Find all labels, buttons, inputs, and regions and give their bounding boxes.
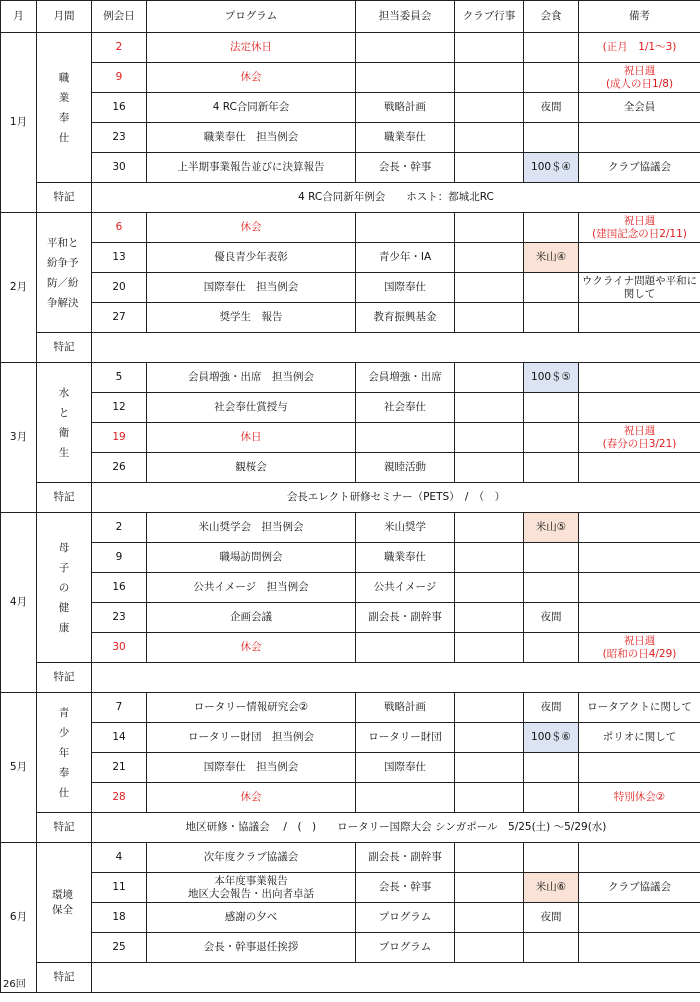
meal-cell — [524, 63, 579, 93]
event-cell — [455, 873, 524, 903]
day-cell: 26 — [92, 453, 147, 483]
program-cell: 本年度事業報告 地区大会報告・出向者卓話 — [147, 873, 356, 903]
note-cell — [579, 603, 700, 633]
program-cell: 国際奉仕 担当例会 — [147, 273, 356, 303]
tokki-row — [1, 963, 700, 993]
day-cell: 21 — [92, 753, 147, 783]
event-cell — [455, 393, 524, 423]
meal-cell: 米山⑤ — [524, 513, 579, 543]
note-cell — [579, 933, 700, 963]
event-cell — [455, 363, 524, 393]
day-cell: 9 — [92, 63, 147, 93]
event-cell — [455, 243, 524, 273]
event-cell — [455, 63, 524, 93]
day-cell: 6 — [92, 213, 147, 243]
theme-text: 青少年奉仕 — [58, 706, 70, 799]
note-cell — [579, 573, 700, 603]
meal-cell — [524, 753, 579, 783]
committee-cell: 米山奨学 — [356, 513, 455, 543]
event-cell — [455, 303, 524, 333]
committee-cell: 戦略計画 — [356, 693, 455, 723]
event-cell — [455, 933, 524, 963]
day-cell: 27 — [92, 303, 147, 333]
day-cell: 30 — [92, 633, 147, 663]
month-cell: 6月 26回 — [1, 843, 37, 993]
header-event: クラブ行事 — [455, 1, 524, 33]
header-note: 備考 — [579, 1, 700, 33]
meal-cell — [524, 33, 579, 63]
header-month: 月 — [1, 1, 37, 33]
meal-cell — [524, 933, 579, 963]
table-row — [1, 513, 700, 543]
table-row — [1, 363, 700, 393]
program-cell: 会員増強・出席 担当例会 — [147, 363, 356, 393]
table-row — [1, 693, 700, 723]
program-cell: 休日 — [147, 423, 356, 453]
note-cell: 祝日週 (建国記念の日2/11) — [579, 213, 700, 243]
meal-cell: 夜間 — [524, 603, 579, 633]
theme-text: 環境保全 — [52, 888, 73, 916]
note-cell: ウクライナ問題や平和に 関して — [579, 273, 700, 303]
day-cell: 16 — [92, 93, 147, 123]
meal-cell — [524, 393, 579, 423]
meal-cell — [524, 303, 579, 333]
table-row — [1, 303, 700, 333]
table-row — [1, 843, 700, 873]
day-cell: 2 — [92, 33, 147, 63]
program-cell: 感謝の夕べ — [147, 903, 356, 933]
day-cell: 11 — [92, 873, 147, 903]
program-cell: 休会 — [147, 63, 356, 93]
tokki-row — [1, 483, 700, 513]
note-cell — [579, 363, 700, 393]
table-row — [1, 153, 700, 183]
meal-cell — [524, 783, 579, 813]
program-cell: 観桜会 — [147, 453, 356, 483]
header-committee: 担当委員会 — [356, 1, 455, 33]
note-cell — [579, 513, 700, 543]
table-row — [1, 243, 700, 273]
tokki-label: 特記 — [37, 663, 92, 693]
footer-count: 26回 — [3, 979, 26, 990]
committee-cell: ロータリー財団 — [356, 723, 455, 753]
table-row — [1, 423, 700, 453]
event-cell — [455, 453, 524, 483]
program-cell: 休会 — [147, 783, 356, 813]
table-row — [1, 723, 700, 753]
event-cell — [455, 513, 524, 543]
event-cell — [455, 633, 524, 663]
event-cell — [455, 33, 524, 63]
committee-cell: 教育振興基金 — [356, 303, 455, 333]
committee-cell: プログラム — [356, 903, 455, 933]
day-cell: 28 — [92, 783, 147, 813]
tokki-text: 地区研修・協議会 / ( ) ロータリー国際大会 シンガポール 5/25(土) 〜5/29(水) — [92, 813, 700, 843]
committee-cell: 会長・幹事 — [356, 873, 455, 903]
tokki-label: 特記 — [37, 813, 92, 843]
meal-cell — [524, 633, 579, 663]
tokki-row — [1, 663, 700, 693]
day-cell: 14 — [92, 723, 147, 753]
day-cell: 19 — [92, 423, 147, 453]
day-cell: 9 — [92, 543, 147, 573]
program-cell: 休会 — [147, 213, 356, 243]
meal-cell: 米山④ — [524, 243, 579, 273]
program-cell: 休会 — [147, 633, 356, 663]
meal-cell: 100＄④ — [524, 153, 579, 183]
theme-cell — [37, 513, 92, 663]
program-cell: 社会奉仕賞授与 — [147, 393, 356, 423]
program-cell: 法定休日 — [147, 33, 356, 63]
table-row — [1, 633, 700, 663]
committee-cell — [356, 423, 455, 453]
meal-cell — [524, 543, 579, 573]
theme-text: 職業奉仕 — [58, 71, 70, 144]
event-cell — [455, 213, 524, 243]
tokki-row — [1, 813, 700, 843]
committee-cell: 公共イメージ — [356, 573, 455, 603]
table-row — [1, 603, 700, 633]
theme-cell — [37, 693, 92, 813]
program-cell: 奨学生 報告 — [147, 303, 356, 333]
day-cell: 18 — [92, 903, 147, 933]
meal-cell: 米山⑥ — [524, 873, 579, 903]
theme-cell — [37, 33, 92, 183]
theme-cell — [37, 363, 92, 483]
table-row — [1, 273, 700, 303]
day-cell: 23 — [92, 123, 147, 153]
day-cell: 13 — [92, 243, 147, 273]
event-cell — [455, 153, 524, 183]
event-cell — [455, 753, 524, 783]
note-cell — [579, 303, 700, 333]
note-cell — [579, 123, 700, 153]
table-row — [1, 213, 700, 243]
event-cell — [455, 543, 524, 573]
note-cell — [579, 753, 700, 783]
note-cell: ロータアクトに関して — [579, 693, 700, 723]
tokki-label: 特記 — [37, 963, 92, 993]
committee-cell: 青少年・IA — [356, 243, 455, 273]
event-cell — [455, 693, 524, 723]
committee-cell: 会長・幹事 — [356, 153, 455, 183]
theme-cell — [37, 213, 92, 333]
committee-cell — [356, 213, 455, 243]
committee-cell — [356, 783, 455, 813]
event-cell — [455, 603, 524, 633]
committee-cell: プログラム — [356, 933, 455, 963]
header-day: 例会日 — [92, 1, 147, 33]
table-row — [1, 93, 700, 123]
note-cell — [579, 843, 700, 873]
committee-cell: 国際奉仕 — [356, 273, 455, 303]
day-cell: 2 — [92, 513, 147, 543]
meal-cell — [524, 453, 579, 483]
theme-text: 水と衛生 — [58, 386, 70, 459]
note-cell: クラブ協議会 — [579, 153, 700, 183]
tokki-text — [92, 663, 700, 693]
committee-cell: 職業奉仕 — [356, 543, 455, 573]
tokki-text: 会長エレクト研修セミナー（PETS） / （ ） — [92, 483, 700, 513]
month-cell: 2月 — [1, 213, 37, 363]
table-row — [1, 543, 700, 573]
event-cell — [455, 903, 524, 933]
note-cell: ポリオに関して — [579, 723, 700, 753]
meal-cell: 夜間 — [524, 93, 579, 123]
program-cell: 米山奨学会 担当例会 — [147, 513, 356, 543]
tokki-text — [92, 963, 700, 993]
event-cell — [455, 93, 524, 123]
note-cell — [579, 903, 700, 933]
note-cell: 祝日週 (成人の日1/8) — [579, 63, 700, 93]
committee-cell: 国際奉仕 — [356, 753, 455, 783]
note-cell: 特別休会② — [579, 783, 700, 813]
program-cell: 優良青少年表彰 — [147, 243, 356, 273]
program-cell: 4 RC合同新年会 — [147, 93, 356, 123]
day-cell: 23 — [92, 603, 147, 633]
day-cell: 30 — [92, 153, 147, 183]
table-row — [1, 753, 700, 783]
tokki-text — [92, 333, 700, 363]
program-cell: 職業奉仕 担当例会 — [147, 123, 356, 153]
program-cell: 次年度クラブ協議会 — [147, 843, 356, 873]
meal-cell — [524, 123, 579, 153]
day-cell: 20 — [92, 273, 147, 303]
committee-cell — [356, 33, 455, 63]
tokki-label: 特記 — [37, 483, 92, 513]
committee-cell — [356, 633, 455, 663]
header-program: プログラム — [147, 1, 356, 33]
committee-cell: 親睦活動 — [356, 453, 455, 483]
tokki-text: 4 RC合同新年例会 ホスト：都城北RC — [92, 183, 700, 213]
day-cell: 7 — [92, 693, 147, 723]
table-row — [1, 903, 700, 933]
event-cell — [455, 843, 524, 873]
table-row — [1, 123, 700, 153]
header-row — [1, 1, 700, 33]
month-cell: 1月 — [1, 33, 37, 213]
committee-cell: 副会長・副幹事 — [356, 603, 455, 633]
committee-cell: 戦略計画 — [356, 93, 455, 123]
meal-cell — [524, 843, 579, 873]
tokki-row — [1, 333, 700, 363]
table-row — [1, 453, 700, 483]
note-cell — [579, 453, 700, 483]
table-row — [1, 783, 700, 813]
day-cell: 25 — [92, 933, 147, 963]
event-cell — [455, 723, 524, 753]
tokki-row — [1, 183, 700, 213]
table-row — [1, 873, 700, 903]
note-cell: 全会員 — [579, 93, 700, 123]
table-row — [1, 573, 700, 603]
month-cell: 5月 — [1, 693, 37, 843]
meal-cell: 夜間 — [524, 693, 579, 723]
table-row — [1, 33, 700, 63]
meal-cell — [524, 423, 579, 453]
program-cell: 上半期事業報告並びに決算報告 — [147, 153, 356, 183]
committee-cell: 職業奉仕 — [356, 123, 455, 153]
meal-cell: 夜間 — [524, 903, 579, 933]
meal-cell — [524, 573, 579, 603]
note-cell — [579, 243, 700, 273]
program-cell: ロータリー情報研究会② — [147, 693, 356, 723]
event-cell — [455, 783, 524, 813]
program-cell: 企画会議 — [147, 603, 356, 633]
event-cell — [455, 273, 524, 303]
table-row — [1, 63, 700, 93]
day-cell: 5 — [92, 363, 147, 393]
program-cell: 会長・幹事退任挨拶 — [147, 933, 356, 963]
meal-cell — [524, 273, 579, 303]
note-cell: (正月 1/1〜3) — [579, 33, 700, 63]
committee-cell: 社会奉仕 — [356, 393, 455, 423]
meal-cell — [524, 213, 579, 243]
day-cell: 12 — [92, 393, 147, 423]
program-cell: 公共イメージ 担当例会 — [147, 573, 356, 603]
table-row — [1, 393, 700, 423]
header-meal: 会食 — [524, 1, 579, 33]
program-cell: 職場訪問例会 — [147, 543, 356, 573]
day-cell: 16 — [92, 573, 147, 603]
program-cell: 国際奉仕 担当例会 — [147, 753, 356, 783]
note-cell: クラブ協議会 — [579, 873, 700, 903]
month-cell: 3月 — [1, 363, 37, 513]
meal-cell: 100＄⑤ — [524, 363, 579, 393]
event-cell — [455, 573, 524, 603]
theme-cell — [37, 843, 92, 963]
note-cell — [579, 543, 700, 573]
note-cell — [579, 393, 700, 423]
committee-cell — [356, 63, 455, 93]
tokki-label: 特記 — [37, 333, 92, 363]
theme-text: 母子の健康 — [58, 541, 70, 634]
day-cell: 4 — [92, 843, 147, 873]
program-cell: ロータリー財団 担当例会 — [147, 723, 356, 753]
committee-cell: 副会長・副幹事 — [356, 843, 455, 873]
event-cell — [455, 123, 524, 153]
theme-text: 平和と紛争予防／紛争解決 — [47, 236, 79, 309]
note-cell: 祝日週 (春分の日3/21) — [579, 423, 700, 453]
meal-cell: 100＄⑥ — [524, 723, 579, 753]
committee-cell: 会員増強・出席 — [356, 363, 455, 393]
note-cell: 祝日週 (昭和の日4/29) — [579, 633, 700, 663]
event-cell — [455, 423, 524, 453]
month-cell: 4月 — [1, 513, 37, 693]
header-theme: 月間 — [37, 1, 92, 33]
tokki-label: 特記 — [37, 183, 92, 213]
table-row — [1, 933, 700, 963]
